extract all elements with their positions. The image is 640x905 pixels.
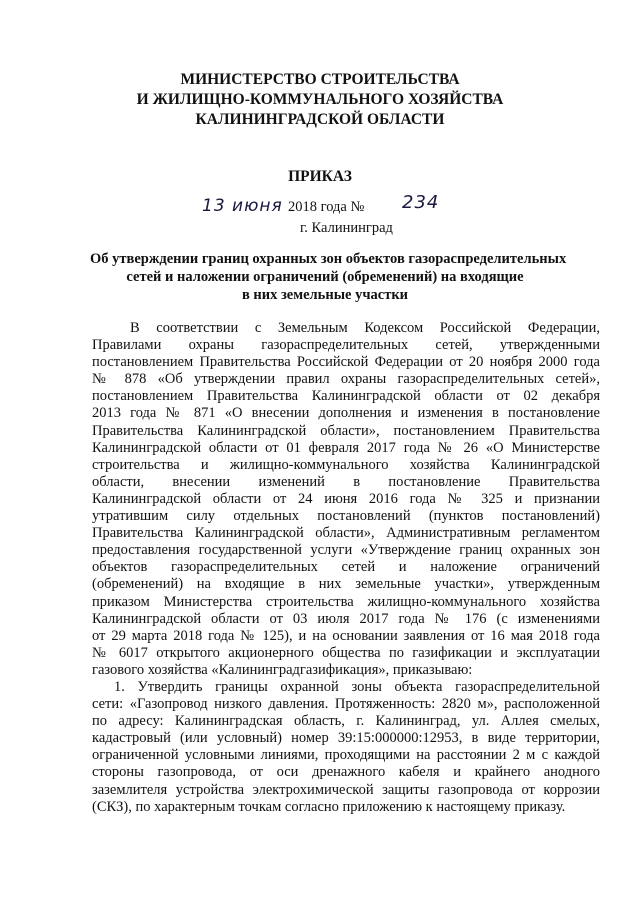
body-line: Калининградской области от 03 июля 2017 года № 176 (с изменениями (92, 610, 600, 627)
subject-line: Об утверждении границ охранных зон объектов газораспределительных (90, 251, 567, 267)
order-body (92, 320, 600, 816)
body-line: (СКЗ), по характерным точкам согласно приложению к настоящему приказу. (92, 798, 566, 815)
body-line: № 6017 открытого акционерного общества по газификации и эксплуатации (92, 644, 600, 661)
city-line: г. Калининград (300, 220, 393, 236)
body-line: кадастровый (или условный) номер 39:15:000000:12953, в виде территории, (92, 730, 600, 747)
body-line: от 29 марта 2018 года № 125), и на основании заявления от 16 мая 2018 года (92, 627, 600, 644)
body-line: предоставления государственной услуги «Утверждение границ охранных зон (92, 542, 600, 559)
body-line: 1. Утвердить границы охранной зоны объекта газораспределительной (114, 678, 600, 695)
body-line: газового хозяйства «Калининградгазификация», приказываю: (92, 661, 473, 678)
body-line: Калининградской области от 24 июня 2016 года № 325 и признании (92, 490, 600, 507)
body-line: строительства и жилищно-коммунального хозяйства Калининградской (92, 456, 600, 473)
body-line: области, внесении изменений в постановление Правительства (92, 473, 600, 490)
body-line: стороны газопровода, от оси дренажного кабеля и крайнего анодного (92, 764, 600, 781)
body-line: по адресу: Калининградская область, г. Калининград, ул. Аллея смелых, (92, 713, 600, 730)
body-line: 2013 года № 871 «О внесении дополнения и изменения в постановление (92, 405, 600, 422)
body-line: В соответствии с Земельным Кодексом Российской Федерации, (130, 320, 600, 336)
printed-date-text: 2018 года № (288, 199, 365, 215)
subject-line: в них земельные участки (241, 287, 409, 303)
body-line: Правительства Калининградской области», Административным регламентом (92, 525, 600, 542)
body-line: № 878 «Об утверждении правил охраны газораспределительных сетей», (92, 371, 600, 388)
body-line: приказом Министерства строительства жилищно-коммунального хозяйства (92, 593, 600, 610)
body-line: ограниченной условными линиями, проходящими на расстоянии 2 м с каждой (92, 747, 600, 764)
body-line: (обременений) на входящие в них земельные участки», утвержденным (92, 576, 600, 593)
body-line: заземлителя устройства электрохимической защиты газопровода от коррозии (92, 781, 600, 798)
ministry-line: И ЖИЛИЩНО-КОММУНАЛЬНОГО ХОЗЯЙСТВА (136, 91, 504, 108)
subject-line: сетей и наложении ограничений (обременений) на входящие (126, 269, 524, 285)
body-line: Правительства Калининградской области», постановлением Правительства (92, 422, 600, 439)
body-line: сети: «Газопровод низкого давления. Протяженность: 2820 м», расположенной (92, 696, 600, 713)
body-line: постановлением Правительства Калининградской области от 02 декабря (92, 388, 600, 405)
body-line: утратившим силу отдельных постановлений (пунктов постановлений) (92, 508, 600, 525)
ministry-line: МИНИСТЕРСТВО СТРОИТЕЛЬСТВА (180, 71, 460, 88)
body-line: объектов газораспределительных сетей и наложение ограничений (92, 559, 600, 576)
order-subject (90, 250, 567, 304)
ministry-header (100, 70, 540, 130)
handwritten-order-number: 234 (402, 192, 440, 213)
order-date-line (196, 192, 456, 222)
body-line: постановлением Правительства Российской Федерации от 20 ноября 2000 года (92, 354, 600, 371)
handwritten-date: 13 июня (202, 196, 283, 216)
order-title: ПРИКАЗ (288, 168, 352, 185)
ministry-line: КАЛИНИНГРАДСКОЙ ОБЛАСТИ (195, 111, 445, 128)
body-line: Калининградской области от 01 февраля 2017 года № 26 «О Министерстве (92, 439, 600, 456)
body-line: Правилами охраны газораспределительных сетей, утвержденными (92, 337, 600, 354)
